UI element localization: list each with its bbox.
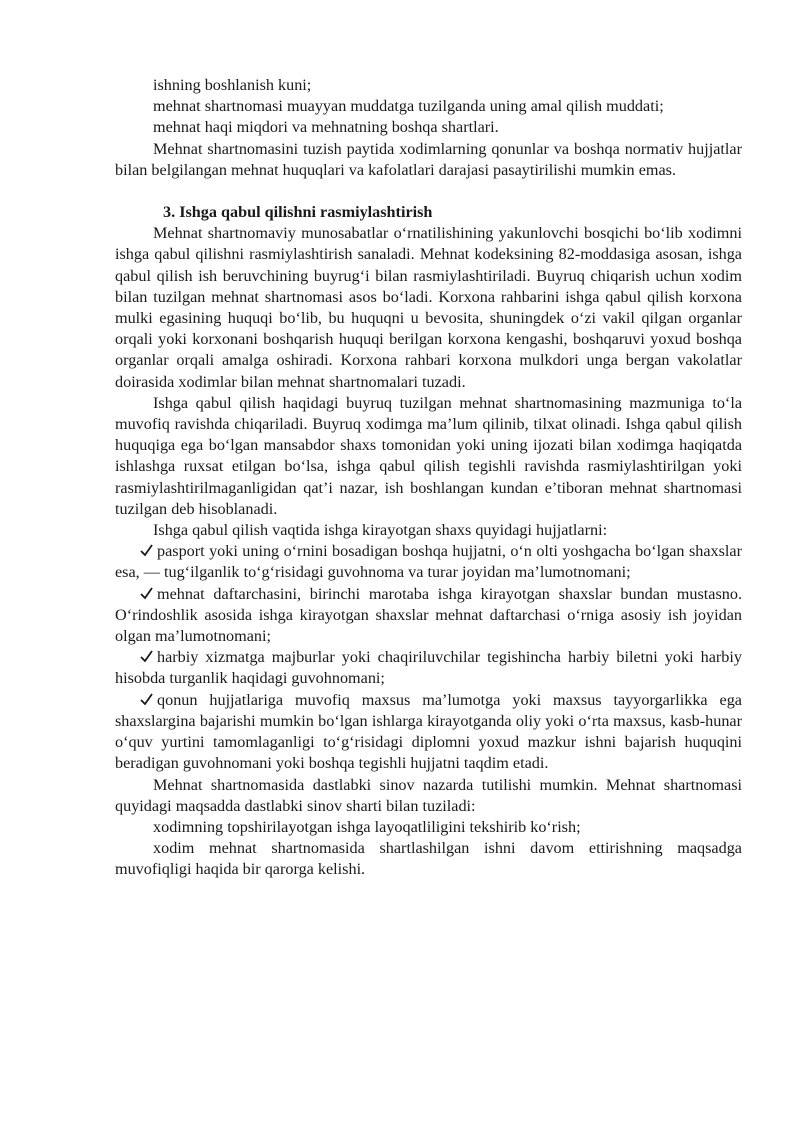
paragraph: Ishga qabul qilish haqidagi buyruq tuzilgan mehnat shartnomasining mazmuniga to‘la muvofiq ravishda chiqariladi. Buyruq xodimga ma’lum qilinib, tilxat olinadi. Ishga qabul qilish huquqiga ega bo‘lgan mansabdor shaxs tomonidan yoki uning ijozati bilan xodimga haqiqatda ishlashga ruxsat etilgan bo‘lsa, ishga qabul qilish tegishli ravishda rasmiylashtirilgan yoki rasmiylashtirilmaganligidan qat’i nazar, ish boshlangan kundan e’tiboran mehnat shartnomasi tuzilgan deb hisoblanadi.	[115, 393, 742, 518]
paragraph: Mehnat shartnomaviy munosabatlar o‘rnatilishining yakunlovchi bosqichi bo‘lib xodimni ishga qabul qilishni rasmiylashtirish sanaladi. Mehnat kodeksining 82-moddasiga asosan, ishga qabul qilish ish beruvchining buyrug‘i bilan rasmiylashtiriladi. Buyruq chiqarish uchun xodim bilan tuzilgan mehnat shartnomasi asos bo‘ladi. Korxona rahbarini ishga qabul qilish korxona mulki egasining huquqi bo‘lib, bu huquqni u bevosita, shuningdek o‘zi vakil qilgan organlar orqali yoki korxonani boshqarish huquqi berilgan korxona kengashi, boshqaruvi yoxud boshqa organlar orqali amalga oshiradi. Korxona rahbari korxona mulkdori unga bergan vakolatlar doirasida xodimlar bilan mehnat shartnomalari tuzadi.	[115, 224, 742, 391]
paragraph: mehnat haqi miqdori va mehnatning boshqa shartlari.	[153, 118, 499, 137]
checklist-item	[115, 541, 742, 583]
document-page	[115, 75, 742, 881]
checkmark-icon	[140, 584, 154, 605]
checklist-text: pasport yoki uning o‘rnini bosadigan boshqa hujjatni, o‘n olti yoshgacha bo‘lgan shaxslar esa, — tug‘ilganlik to‘g‘risidagi guvohnoma va turar joyidan ma’lumotnomani;	[115, 542, 742, 582]
paragraph: ishning boshlanish kuni;	[153, 76, 312, 94]
paragraph: xodimning topshirilayotgan ishga layoqatliligini tekshirib ko‘rish;	[153, 817, 581, 836]
paragraph: Mehnat shartnomasida dastlabki sinov nazarda tutilishi mumkin. Mehnat shartnomasi quyidagi maqsadda dastlabki sinov sharti bilan tuziladi:	[115, 775, 742, 815]
checklist-item	[115, 647, 742, 689]
checkmark-icon	[140, 647, 154, 668]
paragraph: mehnat shartnomasi muayyan muddatga tuzilganda uning amal qilish muddati;	[153, 97, 664, 116]
checkmark-icon	[140, 541, 154, 562]
checklist-text: harbiy xizmatga majburlar yoki chaqiriluvchilar tegishincha harbiy biletni yoki harbiy hisobda turganlik haqidagi guvohnomani;	[115, 648, 742, 688]
checklist-item	[115, 690, 742, 775]
paragraph: Mehnat shartnomasini tuzish paytida xodimlarning qonunlar va boshqa normativ hujjatlar bilan belgilangan mehnat huquqlari va kafolatlari darajasi pasaytirilishi mumkin emas.	[115, 139, 742, 179]
checklist-item	[115, 584, 742, 648]
checkmark-icon	[140, 690, 154, 711]
checklist-text: mehnat daftarchasini, birinchi marotaba ishga kirayotgan shaxslar bundan mustasno. O‘rindoshlik asosida ishga kirayotgan shaxslar mehnat daftarchasi o‘rniga asosiy ish joyidan olgan ma’lumotnomani;	[115, 584, 742, 646]
checklist-text: qonun hujjatlariga muvofiq maxsus ma’lumotga yoki maxsus tayyorgarlikka ega shaxslargina bajarishi mumkin bo‘lgan ishlarga kirayotganda oliy yoki o‘rta maxsus, kasb-hunar o‘quv yurtini tamomlaganligi to‘g‘risidagi diplomni yoxud mazkur ishni bajarish huquqini beradigan guvohnomani yoki boshqa tegishli hujjatni taqdim etadi.	[115, 690, 742, 773]
paragraph: Ishga qabul qilish vaqtida ishga kirayotgan shaxs quyidagi hujjatlarni:	[153, 521, 608, 540]
paragraph: xodim mehnat shartnomasida shartlashilgan ishni davom ettirishning maqsadga muvofiqligi haqida bir qarorga kelishi.	[115, 839, 742, 879]
section-heading: 3. Ishga qabul qilishni rasmiylashtirish	[163, 203, 433, 222]
